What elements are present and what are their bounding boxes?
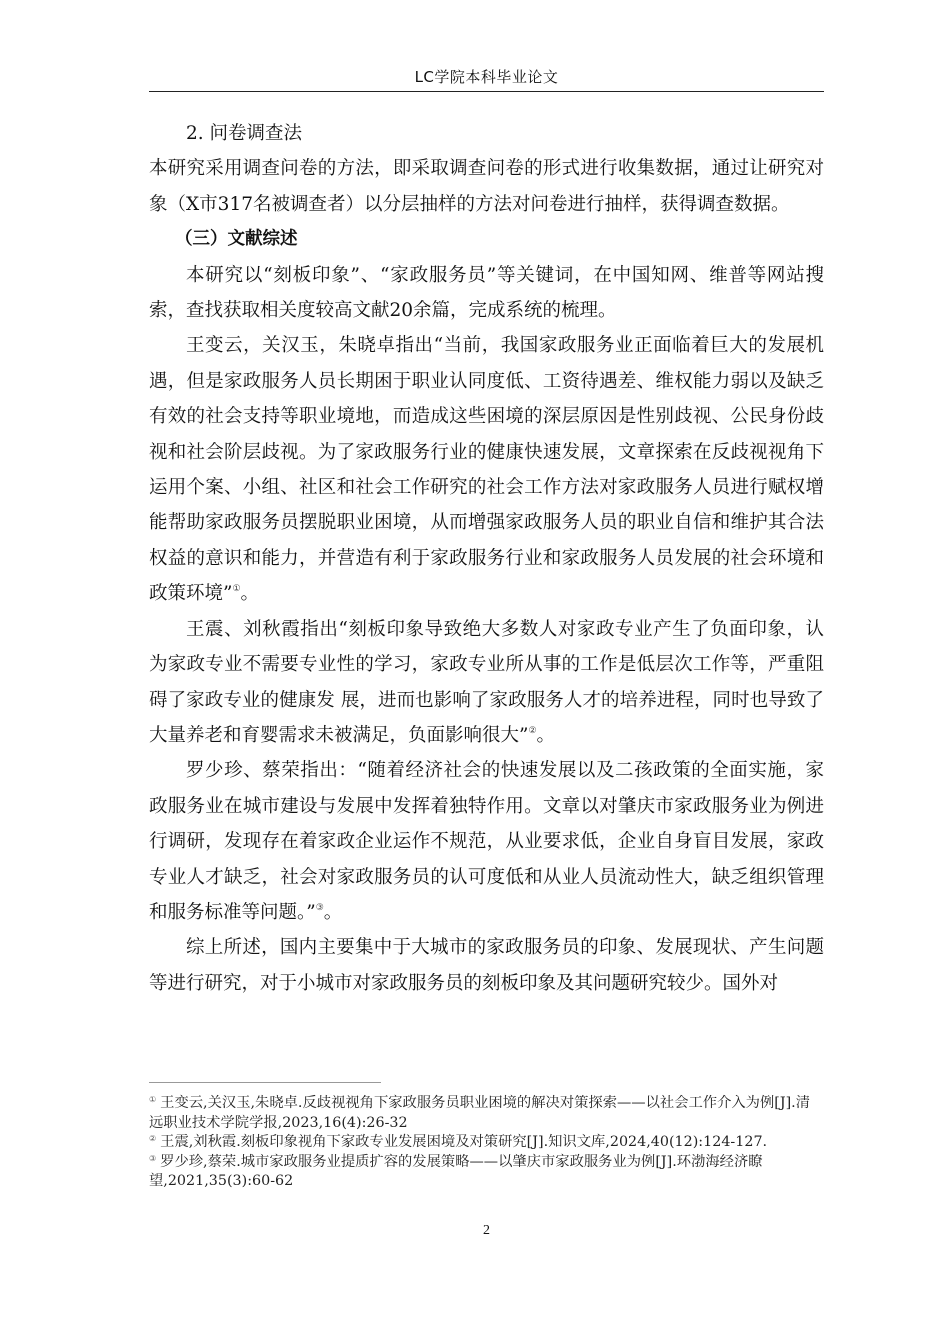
literature-review-paragraph-1	[149, 328, 824, 611]
review-3-end: 。	[323, 901, 343, 923]
footnote-2-text: 王震,刘秋霞.刻板印象视角下家政专业发展困境及对策研究[J].知识文库,2024,40(12):124-127.	[160, 1134, 768, 1151]
header-rule	[149, 91, 824, 92]
review-1-text: 王变云，关汉玉，朱晓卓指出“当前，我国家政服务业正面临着巨大的发展机遇，但是家政服务人员长期困于职业认同度低、工资待遇差、维权能力弱以及缺乏有效的社会支持等职业境地，而造成这些困境的深层原因是性别歧视、公民身份歧视和社会阶层歧视。为了家政服务行业的健康快速发展，文章探索在反歧视视角下运用个案、小组、社区和社会工作研究的社会工作方法对家政服务人员进行赋权增能帮助家政服务员摆脱职业困境，从而增强家政服务人员的职业自信和维护其合法权益的意识和能力，并营造有利于家政服务行业和家政服务人员发展的社会环境和政策环境”	[149, 335, 824, 605]
citation-2-marker: ②	[528, 725, 537, 736]
literature-review-paragraph-3	[149, 753, 824, 930]
review-1-end: 。	[240, 583, 260, 605]
citation-1-marker: ①	[232, 584, 241, 595]
footnote-2	[149, 1133, 824, 1153]
summary-paragraph: 综上所述，国内主要集中于大城市的家政服务员的印象、发展现状、产生问题等进行研究，对于小城市对家政服务员的刻板印象及其问题研究较少。国外对	[149, 937, 824, 994]
citation-3-marker: ③	[315, 902, 324, 913]
running-header: LC学院本科毕业论文	[414, 68, 559, 86]
method-heading: 2. 问卷调查法	[186, 123, 303, 144]
footnotes	[149, 1094, 824, 1192]
literature-review-paragraph-2	[149, 612, 824, 754]
method-paragraph: 本研究采用调查问卷的方法，即采取调查问卷的形式进行收集数据，通过让研究对象（X市317名被调查者）以分层抽样的方法对问卷进行抽样，获得调查数据。	[149, 158, 824, 215]
body-text	[149, 116, 824, 1001]
review-2-text: 王震、刘秋霞指出“刻板印象导致绝大多数人对家政专业产生了负面印象，认为家政专业不需要专业性的学习，家政专业所从事的工作是低层次工作等，严重阻碍了家政专业的健康发 展，进而也影响了家政服务人才的培养进程，同时也导致了大量养老和育婴需求未被满足，负面影响很大”	[149, 618, 824, 746]
footnote-3	[149, 1153, 824, 1192]
footnote-3-mark: ③	[149, 1153, 157, 1163]
footnote-1-mark: ①	[149, 1095, 157, 1104]
footnote-3-text: 罗少珍,蔡荣.城市家政服务业提质扩容的发展策略——以肇庆市家政服务业为例[J].环渤海经济瞭望,2021,35(3):60-62	[149, 1153, 763, 1190]
intro-paragraph: 本研究以“刻板印象”、“家政服务员”等关键词，在中国知网、维普等网站搜索，查找获取相关度较高文献20余篇，完成系统的梳理。	[149, 264, 824, 322]
section-heading: （三）文献综述	[175, 229, 298, 250]
review-2-end: 。	[536, 724, 556, 746]
footnote-separator	[149, 1082, 381, 1083]
footnote-1-text: 王变云,关汉玉,朱晓卓.反歧视视角下家政服务员职业困境的解决对策探索——以社会工作介入为例[J].清远职业技术学院学报,2023,16(4):26-32	[149, 1095, 810, 1131]
review-3-text: 罗少珍、蔡荣指出：“随着经济社会的快速发展以及二孩政策的全面实施，家政服务业在城市建设与发展中发挥着独特作用。文章以对肇庆市家政服务业为例进行调研，发现存在着家政企业运作不规范，从业要求低，企业自身盲目发展，家政专业人才缺乏，社会对家政服务员的认可度低和从业人员流动性大，缺乏组织管理和服务标准等问题。”	[149, 760, 824, 923]
footnote-2-mark: ②	[149, 1134, 157, 1144]
page-number: 2	[483, 1223, 490, 1238]
footnote-1	[149, 1094, 824, 1133]
